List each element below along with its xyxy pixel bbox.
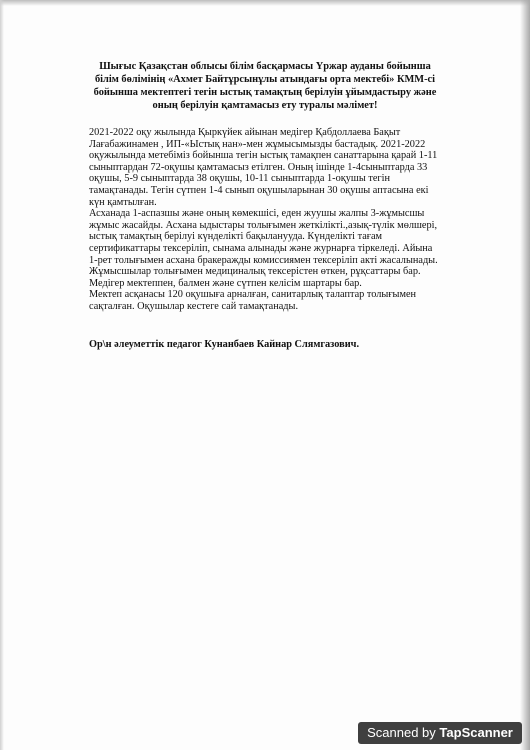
scan-shadow-top [0,0,530,6]
title-line: білім бөлімінің «Ахмет Байтұрсынұлы атындағы орта мектебі» КММ-сі [94,74,436,85]
body-line: Мектеп асқанасы 120 оқушыға арналған, санитарлық талаптар толығымен [89,289,417,301]
body-line: күн қамтылған. [89,196,157,208]
title-line: бойынша мектептегі тегін ыстық тамақтың берілуін ұйымдастыру және [93,87,437,98]
body-line: 1-рет толығымен асхана бракеражды комиссиямен тексеріліп акті жасалынады. [89,254,438,266]
signature-line: Ор\н әлеуметтік педагог Кунанбаев Кайнар Слямгазович. [89,339,360,350]
body-line: Медігер мектеппен, балмен және сүтпен келісім шартары бар. [89,277,362,289]
badge-brand: TapScanner [439,725,513,740]
title-line: Шығыс Қазақстан облысы білім басқармасы Үржар ауданы бойынша [99,61,431,72]
body-line: жұмыс жасайды. Асхана ыдыстары толығымен жеткілікті.,азық-түлік мөлшері, [89,219,438,231]
title-line: оның берілуін қамтамасыз ету туралы мәлімет! [152,100,378,111]
scan-shadow-left [0,0,4,750]
body-line: оқушы, 5-9 сыныптарда 38 оқушы, 10-11 сыныптарда 1-оқушы тегін [89,173,390,185]
document-title [60,60,470,112]
body-line: Асханада 1-аспазшы және оның көмекшісі, еден жуушы жалпы 3-жұмысшы [89,208,425,220]
body-line: 2021-2022 оқу жылында Қыркүйек айынан медігер Қабдоллаева Бақыт [89,127,401,138]
body-line: сыныптардан 72-оқушы қамтамасыз етілген. Оның ішінде 1-4сыныптарда 33 [89,161,428,173]
scanner-watermark-badge [358,722,522,744]
body-line: сақталған. Оқушылар кестеге сай тамақтанады. [89,300,299,312]
body-line: ыстық тамақтың берілуі күнделікті бақыланууда. Күнделікті тағам [89,231,383,243]
body-line: тамақтанады. Тегін сүтпен 1-4 сынып оқушыларынан 30 оқушы аптасына екі [89,184,429,196]
scan-shadow-right [520,0,530,750]
body-line: Лағабажинамен , ИП-«Ыстық нан»-мен жұмысымызды бастадық. 2021-2022 [89,138,426,150]
body-line: оқужылында метебіміз бойынша тегін ыстық тамақпен санаттарына қарай 1-11 [89,150,438,162]
document-body [89,127,489,313]
body-line: сертификаттары тексеріліп, сынама алынады және журнарға тіркеледі. Айына [89,242,433,254]
body-line: Жұмысшылар толығымен медициналық тексерістен өткен, рұқсаттары бар. [89,266,421,278]
badge-prefix: Scanned by [367,725,436,740]
